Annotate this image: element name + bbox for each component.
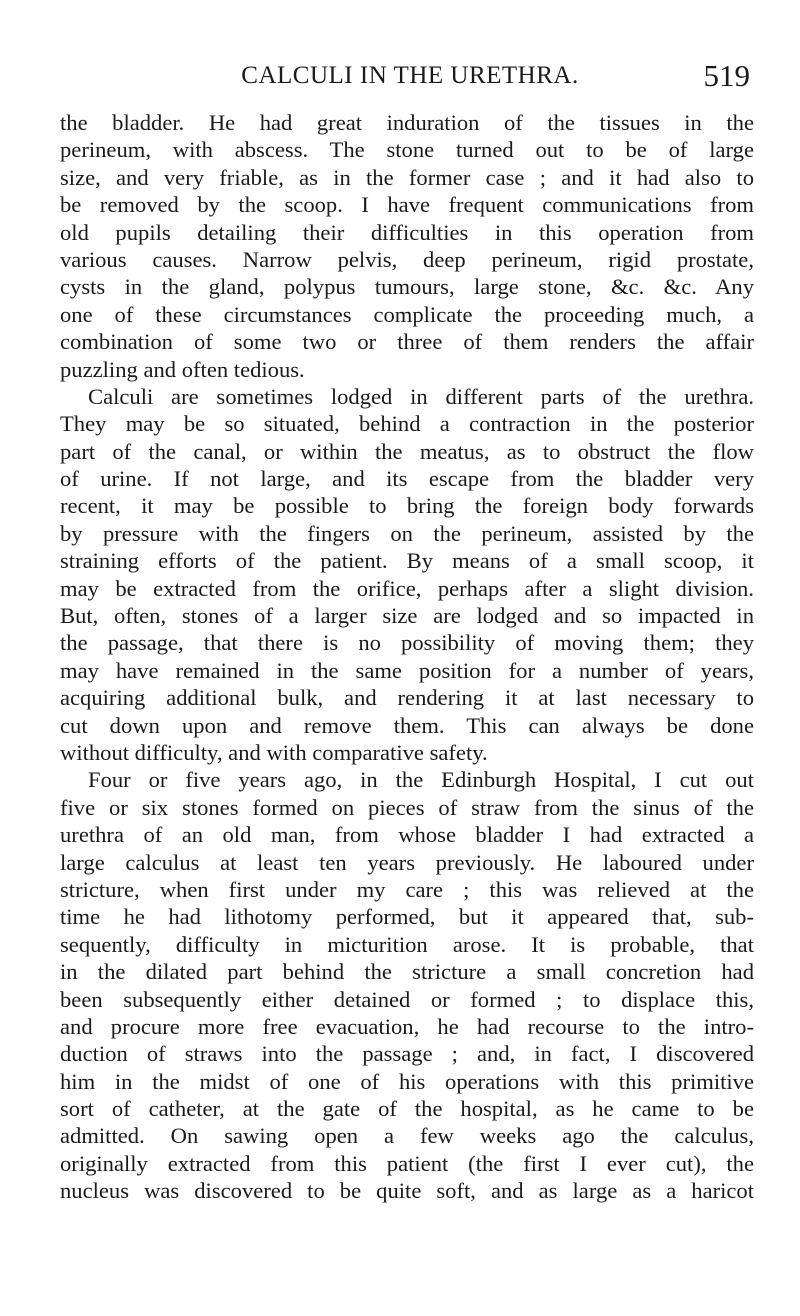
text-line: perineum, with abscess. The stone turned out to be of large: [60, 137, 754, 163]
text-line: him in the midst of one of his operations with this primitive: [60, 1068, 754, 1094]
body-text: [60, 109, 754, 1205]
text-line: may have remained in the same position for a number of years,: [60, 657, 754, 683]
running-head: [70, 56, 750, 96]
text-line: originally extracted from this patient (the first I ever cut), the: [60, 1150, 754, 1176]
text-line: the bladder. He had great induration of the tissues in the: [60, 110, 754, 135]
text-line: But, often, stones of a larger size are lodged and so impacted in: [60, 603, 754, 629]
text-line: sort of catheter, at the gate of the hospital, as he came to be: [60, 1096, 754, 1122]
text-line: urethra of an old man, from whose bladder I had extracted a: [60, 822, 754, 848]
page-number: 519: [703, 58, 750, 93]
text-line: cysts in the gland, polypus tumours, large stone, &c. &c. Any: [60, 274, 754, 300]
text-line: duction of straws into the passage ; and, in fact, I discovered: [60, 1041, 754, 1067]
running-title: CALCULI IN THE URETHRA.: [241, 62, 579, 89]
text-line: without difficulty, and with comparative safety.: [60, 739, 488, 765]
text-line: large calculus at least ten years previously. He laboured under: [60, 849, 754, 875]
text-line: recent, it may be possible to bring the foreign body forwards: [60, 493, 754, 519]
text-line: They may be so situated, behind a contraction in the posterior: [60, 411, 754, 437]
text-line: sequently, difficulty in micturition arose. It is probable, that: [60, 931, 754, 957]
text-line: acquiring additional bulk, and rendering it at last necessary to: [60, 685, 754, 711]
text-line: Four or five years ago, in the Edinburgh Hospital, I cut out: [88, 767, 754, 793]
text-line: old pupils detailing their difficulties in this operation from: [60, 219, 754, 245]
text-line: be removed by the scoop. I have frequent communications from: [60, 192, 754, 218]
text-line: Calculi are sometimes lodged in different parts of the urethra.: [88, 383, 754, 409]
text-line: admitted. On sawing open a few weeks ago the calculus,: [60, 1123, 754, 1149]
text-line: straining efforts of the patient. By means of a small scoop, it: [60, 548, 754, 574]
text-line: combination of some two or three of them renders the affair: [60, 329, 754, 355]
text-line: in the dilated part behind the stricture a small concretion had: [60, 959, 754, 985]
text-line: been subsequently either detained or formed ; to displace this,: [60, 986, 754, 1012]
text-line: of urine. If not large, and its escape from the bladder very: [60, 466, 754, 492]
text-line: five or six stones formed on pieces of straw from the sinus of the: [60, 794, 754, 820]
text-line: size, and very friable, as in the former case ; and it had also to: [60, 164, 754, 190]
text-line: and procure more free evacuation, he had recourse to the intro-: [60, 1013, 754, 1039]
text-line: the passage, that there is no possibility of moving them; they: [60, 630, 754, 656]
text-line: by pressure with the fingers on the perineum, assisted by the: [60, 520, 754, 546]
text-line: cut down upon and remove them. This can always be done: [60, 712, 754, 738]
text-line: one of these circumstances complicate the proceeding much, a: [60, 301, 754, 327]
text-line: puzzling and often tedious.: [60, 356, 305, 382]
text-line: part of the canal, or within the meatus, as to obstruct the flow: [60, 438, 754, 464]
text-line: various causes. Narrow pelvis, deep perineum, rigid prostate,: [60, 246, 754, 272]
text-line: stricture, when first under my care ; this was relieved at the: [60, 876, 754, 902]
text-line: may be extracted from the orifice, perhaps after a slight division.: [60, 575, 754, 601]
text-line: nucleus was discovered to be quite soft, and as large as a haricot: [60, 1178, 754, 1204]
text-line: time he had lithotomy performed, but it appeared that, sub-: [60, 904, 754, 930]
